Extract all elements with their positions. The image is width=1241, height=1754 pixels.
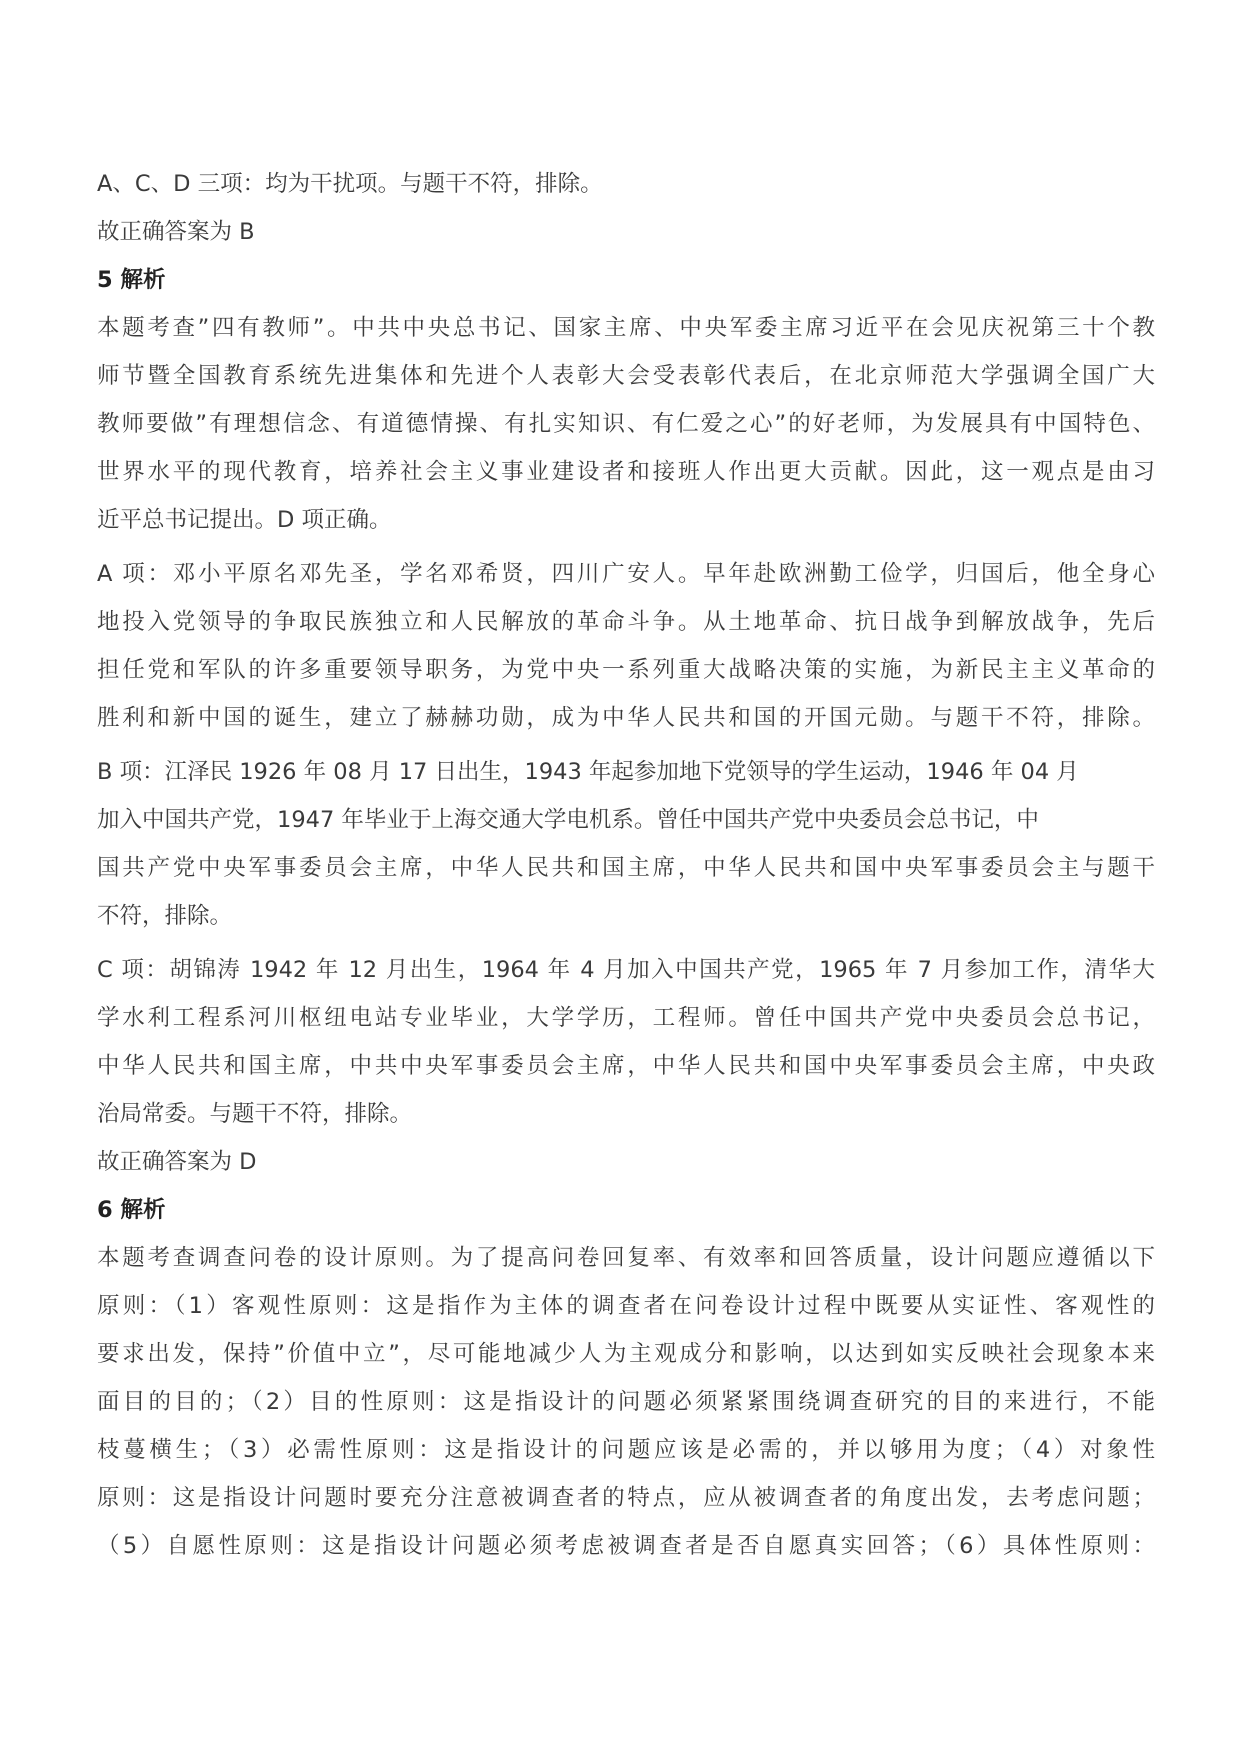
paragraph-line: 地投入党领导的争取民族独立和人民解放的革命斗争。从土地革命、抗日战争到解放战争，先后	[97, 609, 1155, 635]
block-2	[97, 256, 1155, 304]
block-0	[97, 160, 1155, 208]
paragraph-line: 枝蔓横生；（3）必需性原则：这是指设计的问题应该是必需的，并以够用为度；（4）对象性	[97, 1437, 1155, 1463]
paragraph-line: 原则：（1）客观性原则：这是指作为主体的调查者在问卷设计过程中既要从实证性、客观性的	[97, 1293, 1155, 1319]
block-1	[97, 208, 1155, 256]
answer-line: 故正确答案为 B	[97, 219, 255, 245]
section-heading: 6 解析	[97, 1197, 166, 1223]
paragraph-line: 师节暨全国教育系统先进集体和先进个人表彰大会受表彰代表后，在北京师范大学强调全国广大	[97, 363, 1155, 389]
paragraph-line: 面目的目的；（2）目的性原则：这是指设计的问题必须紧紧围绕调查研究的目的来进行，不能	[97, 1389, 1155, 1415]
paragraph-line: 胜利和新中国的诞生，建立了赫赫功勋，成为中华人民共和国的开国元勋。与题干不符，排除。	[97, 705, 1155, 731]
section-heading: 5 解析	[97, 267, 166, 293]
paragraph-line: 近平总书记提出。D 项正确。	[97, 507, 392, 533]
paragraph-line: 国共产党中央军事委员会主席，中华人民共和国主席，中华人民共和国中央军事委员会主与题干	[97, 855, 1155, 881]
paragraph-line: 不符，排除。	[97, 903, 233, 929]
paragraph-line: 中华人民共和国主席，中共中央军事委员会主席，中华人民共和国中央军事委员会主席，中央政	[97, 1053, 1155, 1079]
paragraph-line: 教师要做”有理想信念、有道德情操、有扎实知识、有仁爱之心”的好老师，为发展具有中国特色、	[97, 411, 1155, 437]
text-line: A、C、D 三项：均为干扰项。与题干不符，排除。	[97, 171, 603, 197]
block-8	[97, 1186, 1155, 1234]
paragraph-line: 原则：这是指设计问题时要充分注意被调查者的特点，应从被调查者的角度出发，去考虑问题；	[97, 1485, 1155, 1511]
paragraph-line: 学水利工程系河川枢纽电站专业毕业，大学学历，工程师。曾任中国共产党中央委员会总书记，	[97, 1005, 1155, 1031]
answer-line: 故正确答案为 D	[97, 1149, 257, 1175]
paragraph	[97, 550, 1155, 742]
paragraph-line: 世界水平的现代教育，培养社会主义事业建设者和接班人作出更大贡献。因此，这一观点是由习	[97, 459, 1155, 485]
paragraph-line: B 项：江泽民 1926 年 08 月 17 日出生，1943 年起参加地下党领导的学生运动，1946 年 04 月	[97, 759, 1079, 785]
paragraph-line: A 项：邓小平原名邓先圣，学名邓希贤，四川广安人。早年赴欧洲勤工俭学，归国后，他全身心	[97, 561, 1155, 587]
paragraph-line: 要求出发，保持”价值中立”，尽可能地减少人为主观成分和影响，以达到如实反映社会现象本来	[97, 1341, 1155, 1367]
paragraph-line: 本题考查”四有教师”。中共中央总书记、国家主席、中央军委主席习近平在会见庆祝第三十个教	[97, 315, 1155, 341]
paragraph-line: 治局常委。与题干不符，排除。	[97, 1101, 413, 1127]
paragraph-line: 加入中国共产党，1947 年毕业于上海交通大学电机系。曾任中国共产党中央委员会总书记，中	[97, 807, 1039, 833]
paragraph-line: 担任党和军队的许多重要领导职务，为党中央一系列重大战略决策的实施，为新民主主义革命的	[97, 657, 1155, 683]
paragraph	[97, 748, 1155, 940]
paragraph-line: （5）自愿性原则：这是指设计问题必须考虑被调查者是否自愿真实回答；（6）具体性原则：	[97, 1533, 1155, 1559]
paragraph	[97, 946, 1155, 1138]
paragraph-line: C 项：胡锦涛 1942 年 12 月出生，1964 年 4 月加入中国共产党，1965 年 7 月参加工作，清华大	[97, 957, 1155, 983]
paragraph-line: 本题考查调查问卷的设计原则。为了提高问卷回复率、有效率和回答质量，设计问题应遵循以下	[97, 1245, 1155, 1271]
block-7	[97, 1138, 1155, 1186]
paragraph	[97, 1234, 1155, 1570]
document-page	[97, 160, 1155, 1570]
paragraph	[97, 304, 1155, 544]
